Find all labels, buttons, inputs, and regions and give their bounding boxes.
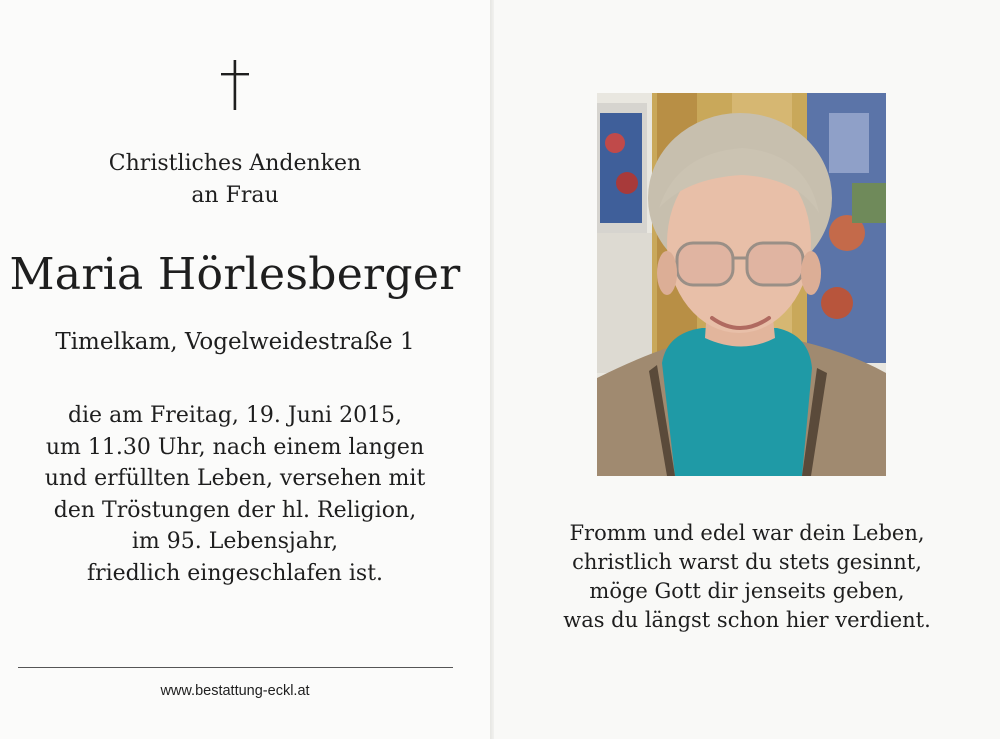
- portrait-illustration: [597, 93, 886, 476]
- heading-line-2: an Frau: [191, 183, 279, 208]
- text-line: um 11.30 Uhr, nach einem langen: [45, 434, 425, 460]
- heading-line-1: Christliches Andenken: [108, 151, 362, 176]
- death-notice-text: [0, 400, 470, 589]
- text-line: friedlich eingeschlafen ist.: [86, 560, 384, 586]
- text-line: den Tröstungen der hl. Religion,: [53, 497, 417, 523]
- poem-line: christlich warst du stets gesinnt,: [572, 550, 922, 574]
- memorial-poem: [494, 519, 1000, 635]
- left-page: [0, 0, 490, 739]
- heading: [0, 148, 470, 212]
- text-line: und erfüllten Leben, versehen mit: [44, 466, 426, 491]
- portrait-photo: [597, 93, 886, 476]
- address: Timelkam, Vogelweidestraße 1: [55, 329, 415, 355]
- poem-line: möge Gott dir jenseits geben,: [589, 579, 905, 603]
- text-line: die am Freitag, 19. Juni 2015,: [67, 403, 403, 428]
- website-link[interactable]: www.bestattung-eckl.at: [160, 683, 310, 699]
- cross-icon: [216, 60, 254, 110]
- text-line: im 95. Lebensjahr,: [131, 529, 339, 554]
- divider: [18, 667, 453, 668]
- poem-line: was du längst schon hier verdient.: [563, 608, 931, 632]
- poem-line: Fromm und edel war dein Leben,: [569, 521, 925, 545]
- deceased-name: Maria Hörlesberger: [9, 249, 461, 300]
